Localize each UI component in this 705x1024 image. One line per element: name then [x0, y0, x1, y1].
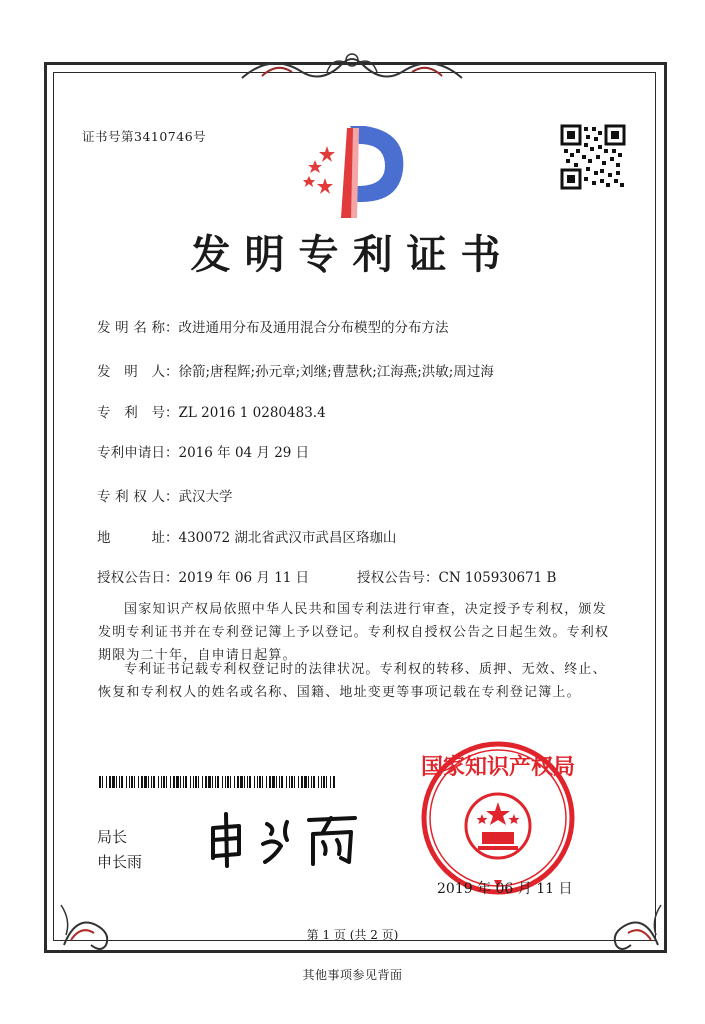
top-ornament [232, 42, 472, 88]
filing-date-label: 专利申请日 [97, 445, 165, 461]
bottom-right-corner-ornament [586, 885, 666, 955]
official-seal [418, 738, 578, 898]
field-inventor: 发明人：徐箭;唐程辉;孙元章;刘继;曹慧秋;江海燕;洪敏;周过海 [97, 360, 494, 380]
director-signature [205, 810, 365, 870]
grant-number-label: 授权公告号 [357, 570, 425, 586]
invention-name-value: 改进通用分布及通用混合分布模型的分布方法 [178, 320, 449, 336]
inventor-label: 发明人 [97, 364, 165, 380]
field-patent-number: 专利号：ZL 2016 1 0280483.4 [97, 401, 326, 421]
barcode [99, 776, 339, 788]
seal-text: 国家知识产权局 [420, 755, 576, 780]
grant-date-value: 2019 年 06 月 11 日 [178, 570, 310, 586]
director-name: 申长雨 [97, 853, 143, 871]
qr-code [560, 124, 626, 190]
certificate-title: 发明专利证书 [190, 231, 515, 278]
statement-paragraph-1: 国家知识产权局依照中华人民共和国专利法进行审查，决定授予专利权，颁发发明专利证书并在专利登记簿上予以登记。专利权自授权公告之日起生效。专利权期限为二十年，自申请日起算。 [98, 602, 610, 663]
patentee-value: 武汉大学 [178, 489, 233, 505]
field-address: 地址：430072 湖北省武汉市武昌区珞珈山 [97, 526, 396, 546]
field-filing-date: 专利申请日：2016 年 04 月 29 日 [97, 441, 309, 461]
patent-office-logo [295, 122, 410, 220]
address-label: 地址 [97, 530, 165, 546]
certificate-number: 证书号第3410746号 [82, 129, 207, 144]
patent-number-label: 专利号 [97, 405, 165, 421]
seal-date: 2019 年 06 月 11 日 [437, 881, 573, 897]
field-patentee: 专利权人：武汉大学 [97, 485, 233, 505]
grant-number-value: CN 105930671 B [438, 570, 557, 586]
field-grant-number: 授权公告号：CN 105930671 B [357, 566, 556, 586]
page-info: 第 1 页 (共 2 页) [306, 928, 399, 942]
back-note: 其他事项参见背面 [302, 968, 403, 982]
director-title: 局长 [97, 828, 128, 846]
inventor-value: 徐箭;唐程辉;孙元章;刘继;曹慧秋;江海燕;洪敏;周过海 [178, 364, 494, 380]
invention-name-label: 发明名称 [97, 320, 165, 336]
field-invention-name: 发明名称：改进通用分布及通用混合分布模型的分布方法 [97, 316, 449, 336]
address-value: 430072 湖北省武汉市武昌区珞珈山 [178, 530, 397, 546]
grant-date-label: 授权公告日 [97, 570, 165, 586]
filing-date-value: 2016 年 04 月 29 日 [178, 445, 310, 461]
statement-paragraph-2: 专利证书记载专利权登记时的法律状况。专利权的转移、质押、无效、终止、恢复和专利权人的姓名或名称、国籍、地址变更等事项记载在专利登记簿上。 [98, 662, 607, 700]
bottom-left-corner-ornament [56, 885, 136, 955]
field-grant-date: 授权公告日：2019 年 06 月 11 日 [97, 566, 309, 586]
patent-number-value: ZL 2016 1 0280483.4 [178, 405, 326, 421]
patentee-label: 专利权人 [97, 489, 165, 505]
